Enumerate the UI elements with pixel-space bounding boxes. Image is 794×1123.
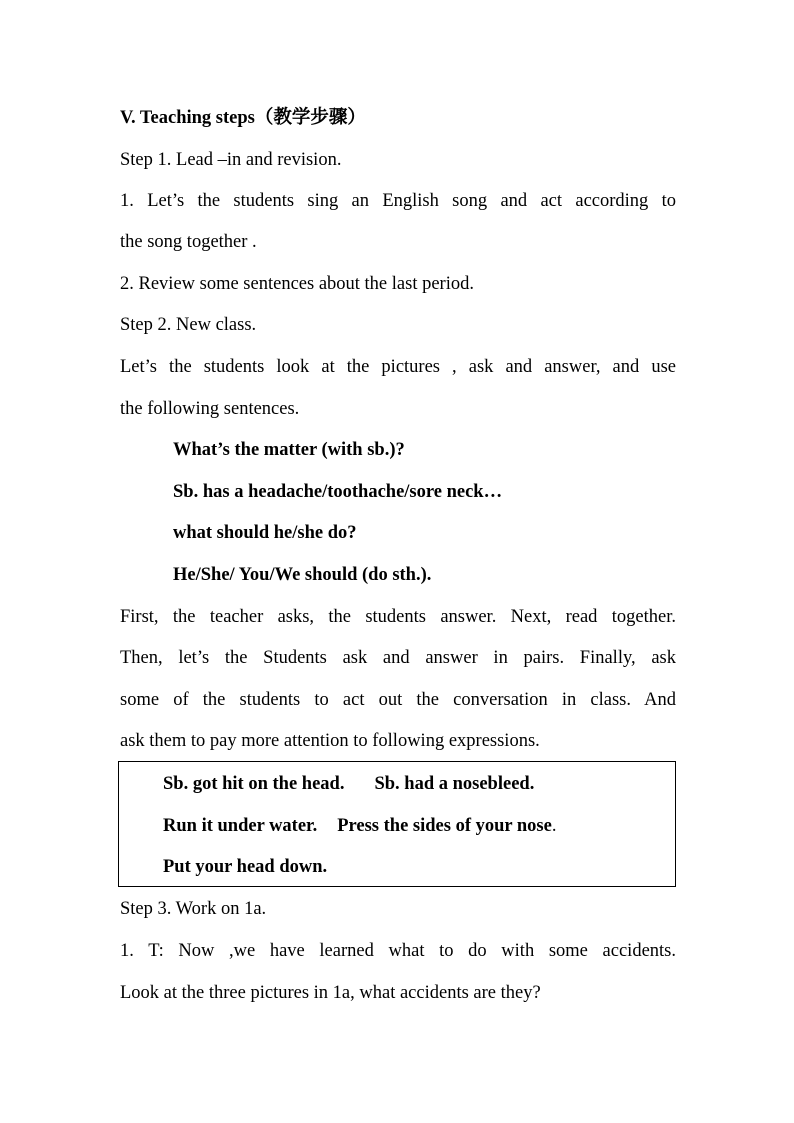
step2-intro-line1: Let’s the students look at the pictures , ask and answer, and use <box>120 357 676 377</box>
step3-title: Step 3. Work on 1a. <box>120 899 267 919</box>
expression: Press the sides of your nose <box>337 816 552 836</box>
sentence-pattern: what should he/she do? <box>173 523 357 543</box>
section-heading-label: V. Teaching steps <box>120 108 255 128</box>
step3-line1: 1. T: Now ,we have learned what to do with some accidents. <box>120 941 676 961</box>
step2-intro-line2: the following sentences. <box>120 399 300 419</box>
expressions-row <box>163 773 534 795</box>
step2-paragraph-line: First, the teacher asks, the students answer. Next, read together. <box>120 607 676 627</box>
step2-paragraph-line: Then, let’s the Students ask and answer in pairs. Finally, ask <box>120 648 676 668</box>
expression-end: . <box>551 816 557 836</box>
sentence-pattern: What’s the matter (with sb.)? <box>173 440 405 460</box>
section-heading-chinese: （教学步骤） <box>254 108 366 128</box>
step1-title: Step 1. Lead –in and revision. <box>120 150 342 170</box>
expressions-row <box>163 856 327 878</box>
expressions-box <box>118 761 676 887</box>
step1-item1-line2: the song together . <box>120 232 257 252</box>
expression: Sb. had a nosebleed. <box>374 774 535 794</box>
section-heading <box>120 107 676 129</box>
expression: Sb. got hit on the head. <box>163 774 345 794</box>
expression: Put your head down. <box>163 857 328 877</box>
step3-line2: Look at the three pictures in 1a, what accidents are they? <box>120 983 541 1003</box>
expressions-row <box>163 815 556 837</box>
sentence-pattern: He/She/ You/We should (do sth.). <box>173 565 432 585</box>
step1-item1-line1: 1. Let’s the students sing an English song and act according to <box>120 191 676 211</box>
step1-item2: 2. Review some sentences about the last period. <box>120 274 474 294</box>
step2-paragraph-last: ask them to pay more attention to following expressions. <box>120 731 540 751</box>
expression: Run it under water. <box>163 816 318 836</box>
step2-paragraph-line: some of the students to act out the conversation in class. And <box>120 690 676 710</box>
sentence-pattern: Sb. has a headache/toothache/sore neck… <box>173 482 503 502</box>
step2-title: Step 2. New class. <box>120 315 257 335</box>
